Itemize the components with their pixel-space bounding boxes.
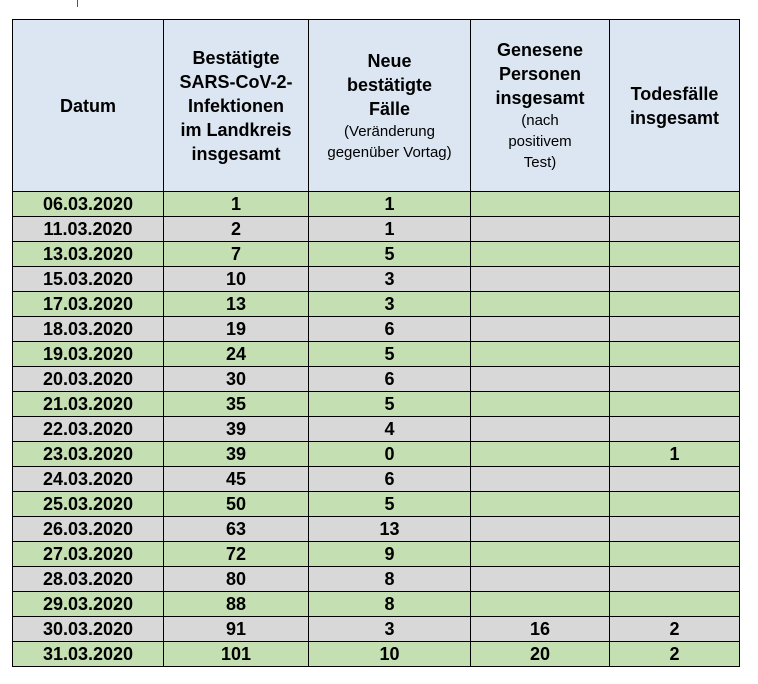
date-cell: 19.03.2020 bbox=[13, 342, 164, 367]
new-cases-cell: 8 bbox=[309, 592, 471, 617]
table-row bbox=[13, 267, 740, 292]
total-infections-cell: 1 bbox=[164, 192, 309, 217]
header-deaths bbox=[610, 20, 740, 192]
new-cases-cell: 1 bbox=[309, 217, 471, 242]
covid-cases-table bbox=[12, 19, 740, 667]
deaths-cell: 2 bbox=[610, 642, 740, 667]
total-infections-cell: 35 bbox=[164, 392, 309, 417]
header-label: Neue bestätigte Fälle bbox=[346, 50, 433, 119]
deaths-cell bbox=[610, 342, 740, 367]
total-infections-cell: 10 bbox=[164, 267, 309, 292]
deaths-cell bbox=[610, 242, 740, 267]
table-row bbox=[13, 217, 740, 242]
header-sublabel: (nach positivem Test) bbox=[508, 112, 572, 171]
date-cell: 22.03.2020 bbox=[13, 417, 164, 442]
date-cell: 25.03.2020 bbox=[13, 492, 164, 517]
recovered-cell bbox=[471, 492, 610, 517]
date-cell: 23.03.2020 bbox=[13, 442, 164, 467]
new-cases-cell: 0 bbox=[309, 442, 471, 467]
new-cases-cell: 13 bbox=[309, 517, 471, 542]
deaths-cell bbox=[610, 267, 740, 292]
header-label: Bestätigte SARS-CoV-2-Infektionen im Landkreis insgesamt bbox=[179, 47, 293, 164]
new-cases-cell: 5 bbox=[309, 392, 471, 417]
recovered-cell bbox=[471, 442, 610, 467]
date-cell: 18.03.2020 bbox=[13, 317, 164, 342]
total-infections-cell: 39 bbox=[164, 417, 309, 442]
total-infections-cell: 30 bbox=[164, 367, 309, 392]
new-cases-cell: 4 bbox=[309, 417, 471, 442]
deaths-cell bbox=[610, 292, 740, 317]
new-cases-cell: 8 bbox=[309, 567, 471, 592]
table-row bbox=[13, 192, 740, 217]
table-row bbox=[13, 367, 740, 392]
recovered-cell bbox=[471, 517, 610, 542]
date-cell: 06.03.2020 bbox=[13, 192, 164, 217]
deaths-cell bbox=[610, 567, 740, 592]
recovered-cell bbox=[471, 467, 610, 492]
recovered-cell bbox=[471, 317, 610, 342]
date-cell: 27.03.2020 bbox=[13, 542, 164, 567]
new-cases-cell: 5 bbox=[309, 242, 471, 267]
table-body bbox=[13, 192, 740, 667]
date-cell: 26.03.2020 bbox=[13, 517, 164, 542]
recovered-cell bbox=[471, 567, 610, 592]
date-cell: 21.03.2020 bbox=[13, 392, 164, 417]
recovered-cell bbox=[471, 217, 610, 242]
recovered-cell bbox=[471, 592, 610, 617]
table-row bbox=[13, 442, 740, 467]
new-cases-cell: 6 bbox=[309, 367, 471, 392]
date-cell: 15.03.2020 bbox=[13, 267, 164, 292]
date-cell: 13.03.2020 bbox=[13, 242, 164, 267]
header-label: Todesfälle insgesamt bbox=[629, 83, 720, 128]
table-row bbox=[13, 317, 740, 342]
header-label: Genesene Personen insgesamt bbox=[495, 40, 585, 108]
header-total-infections bbox=[164, 20, 309, 192]
total-infections-cell: 80 bbox=[164, 567, 309, 592]
date-cell: 11.03.2020 bbox=[13, 217, 164, 242]
recovered-cell bbox=[471, 542, 610, 567]
total-infections-cell: 72 bbox=[164, 542, 309, 567]
recovered-cell: 20 bbox=[471, 642, 610, 667]
total-infections-cell: 24 bbox=[164, 342, 309, 367]
date-cell: 31.03.2020 bbox=[13, 642, 164, 667]
date-cell: 28.03.2020 bbox=[13, 567, 164, 592]
total-infections-cell: 2 bbox=[164, 217, 309, 242]
recovered-cell bbox=[471, 242, 610, 267]
deaths-cell bbox=[610, 217, 740, 242]
table-row bbox=[13, 392, 740, 417]
table-row bbox=[13, 342, 740, 367]
total-infections-cell: 7 bbox=[164, 242, 309, 267]
date-cell: 24.03.2020 bbox=[13, 467, 164, 492]
recovered-cell bbox=[471, 192, 610, 217]
new-cases-cell: 6 bbox=[309, 467, 471, 492]
recovered-cell: 16 bbox=[471, 617, 610, 642]
total-infections-cell: 63 bbox=[164, 517, 309, 542]
table-row bbox=[13, 467, 740, 492]
table-row bbox=[13, 642, 740, 667]
total-infections-cell: 19 bbox=[164, 317, 309, 342]
new-cases-cell: 1 bbox=[309, 192, 471, 217]
date-cell: 29.03.2020 bbox=[13, 592, 164, 617]
top-edge-mark bbox=[77, 0, 78, 7]
deaths-cell bbox=[610, 542, 740, 567]
new-cases-cell: 6 bbox=[309, 317, 471, 342]
recovered-cell bbox=[471, 392, 610, 417]
table-row bbox=[13, 492, 740, 517]
deaths-cell bbox=[610, 317, 740, 342]
deaths-cell bbox=[610, 592, 740, 617]
deaths-cell bbox=[610, 192, 740, 217]
recovered-cell bbox=[471, 292, 610, 317]
total-infections-cell: 50 bbox=[164, 492, 309, 517]
new-cases-cell: 3 bbox=[309, 617, 471, 642]
recovered-cell bbox=[471, 267, 610, 292]
table-row bbox=[13, 242, 740, 267]
new-cases-cell: 10 bbox=[309, 642, 471, 667]
new-cases-cell: 5 bbox=[309, 492, 471, 517]
table-row bbox=[13, 517, 740, 542]
header-label: Datum bbox=[59, 95, 116, 116]
new-cases-cell: 3 bbox=[309, 267, 471, 292]
total-infections-cell: 39 bbox=[164, 442, 309, 467]
deaths-cell: 2 bbox=[610, 617, 740, 642]
header-new-cases bbox=[309, 20, 471, 192]
total-infections-cell: 45 bbox=[164, 467, 309, 492]
recovered-cell bbox=[471, 417, 610, 442]
new-cases-cell: 9 bbox=[309, 542, 471, 567]
table-row bbox=[13, 417, 740, 442]
total-infections-cell: 13 bbox=[164, 292, 309, 317]
date-cell: 20.03.2020 bbox=[13, 367, 164, 392]
table-row bbox=[13, 292, 740, 317]
table-row bbox=[13, 542, 740, 567]
table-row bbox=[13, 567, 740, 592]
header-recovered bbox=[471, 20, 610, 192]
total-infections-cell: 101 bbox=[164, 642, 309, 667]
deaths-cell bbox=[610, 417, 740, 442]
recovered-cell bbox=[471, 367, 610, 392]
deaths-cell bbox=[610, 492, 740, 517]
deaths-cell bbox=[610, 467, 740, 492]
header-row bbox=[13, 20, 740, 192]
new-cases-cell: 5 bbox=[309, 342, 471, 367]
date-cell: 30.03.2020 bbox=[13, 617, 164, 642]
header-datum bbox=[13, 20, 164, 192]
deaths-cell bbox=[610, 392, 740, 417]
date-cell: 17.03.2020 bbox=[13, 292, 164, 317]
recovered-cell bbox=[471, 342, 610, 367]
new-cases-cell: 3 bbox=[309, 292, 471, 317]
deaths-cell bbox=[610, 517, 740, 542]
total-infections-cell: 88 bbox=[164, 592, 309, 617]
table-row bbox=[13, 592, 740, 617]
table-row bbox=[13, 617, 740, 642]
header-sublabel: (Veränderung gegenüber Vortag) bbox=[327, 122, 452, 161]
total-infections-cell: 91 bbox=[164, 617, 309, 642]
deaths-cell: 1 bbox=[610, 442, 740, 467]
deaths-cell bbox=[610, 367, 740, 392]
